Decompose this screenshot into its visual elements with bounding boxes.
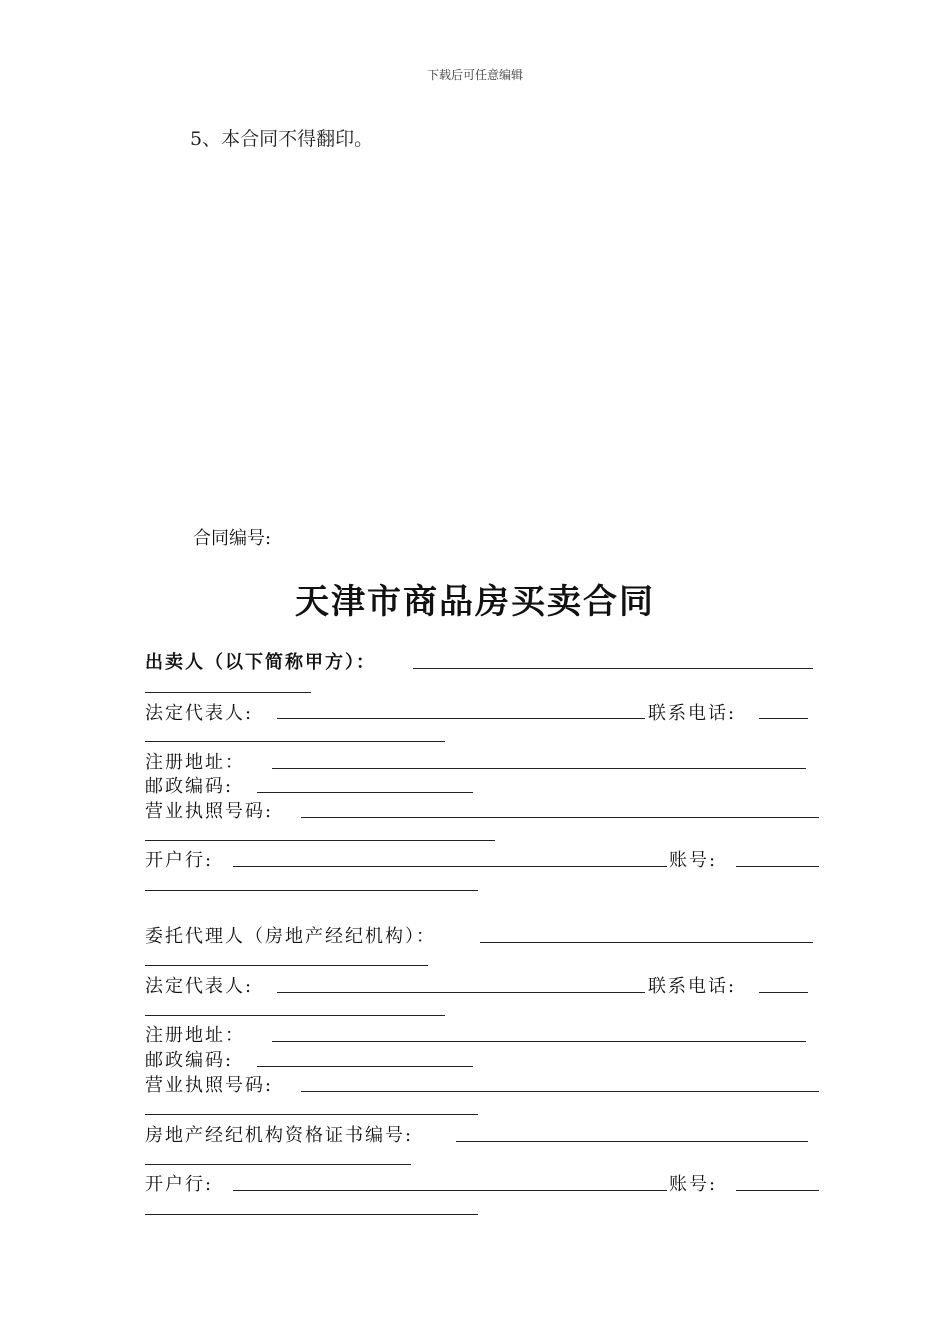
agent-bank-label: 开户行: bbox=[145, 1174, 214, 1195]
agent-address-field[interactable] bbox=[272, 1041, 806, 1042]
seller-rep-field[interactable] bbox=[277, 718, 645, 719]
agent-postcode-field[interactable] bbox=[257, 1066, 473, 1067]
seller-bank-field[interactable] bbox=[233, 866, 667, 867]
seller-name-field-cont[interactable] bbox=[145, 692, 311, 693]
contract-number-label: 合同编号: bbox=[193, 528, 272, 549]
seller-rep-label: 法定代表人: bbox=[145, 703, 254, 724]
agent-rep-label: 法定代表人: bbox=[145, 976, 254, 997]
agent-cert-field[interactable] bbox=[456, 1141, 808, 1142]
seller-account-field[interactable] bbox=[736, 866, 819, 867]
seller-name-label: 出卖人（以下简称甲方）： bbox=[145, 652, 376, 673]
seller-phone-field[interactable] bbox=[759, 718, 808, 719]
seller-phone-field-cont[interactable] bbox=[145, 741, 445, 742]
agent-name-label: 委托代理人（房地产经纪机构）： bbox=[145, 926, 436, 947]
agent-license-label: 营业执照号码: bbox=[145, 1075, 274, 1096]
agent-account-label: 账号: bbox=[669, 1174, 718, 1195]
seller-account-label: 账号: bbox=[669, 850, 718, 871]
agent-account-field[interactable] bbox=[736, 1190, 819, 1191]
agent-address-label: 注册地址： bbox=[145, 1025, 245, 1046]
contract-title: 天津市商品房买卖合同 bbox=[295, 582, 655, 622]
page-header: 下载后可任意编辑 bbox=[426, 68, 523, 82]
seller-address-label: 注册地址： bbox=[145, 752, 245, 773]
agent-rep-field[interactable] bbox=[277, 992, 645, 993]
seller-phone-label: 联系电话: bbox=[648, 703, 737, 724]
seller-name-field[interactable] bbox=[413, 668, 813, 669]
seller-address-field[interactable] bbox=[272, 768, 806, 769]
agent-name-field-cont[interactable] bbox=[145, 965, 428, 966]
agent-cert-label: 房地产经纪机构资格证书编号: bbox=[145, 1125, 414, 1146]
agent-phone-field-cont[interactable] bbox=[145, 1015, 445, 1016]
seller-bank-label: 开户行: bbox=[145, 850, 214, 871]
agent-license-field-cont[interactable] bbox=[145, 1114, 478, 1115]
agent-license-field[interactable] bbox=[301, 1091, 819, 1092]
seller-license-field[interactable] bbox=[301, 817, 819, 818]
seller-license-label: 营业执照号码: bbox=[145, 801, 274, 822]
agent-account-field-cont[interactable] bbox=[145, 1214, 478, 1215]
agent-cert-field-cont[interactable] bbox=[145, 1164, 411, 1165]
agent-name-field[interactable] bbox=[480, 942, 813, 943]
agent-phone-label: 联系电话: bbox=[648, 976, 737, 997]
seller-postcode-label: 邮政编码: bbox=[145, 776, 234, 797]
agent-bank-field[interactable] bbox=[233, 1190, 667, 1191]
note-line: 5、本合同不得翻印。 bbox=[190, 128, 374, 150]
seller-account-field-cont[interactable] bbox=[145, 890, 478, 891]
seller-postcode-field[interactable] bbox=[257, 792, 473, 793]
agent-postcode-label: 邮政编码: bbox=[145, 1050, 234, 1071]
seller-license-field-cont[interactable] bbox=[145, 840, 495, 841]
agent-phone-field[interactable] bbox=[759, 992, 808, 993]
